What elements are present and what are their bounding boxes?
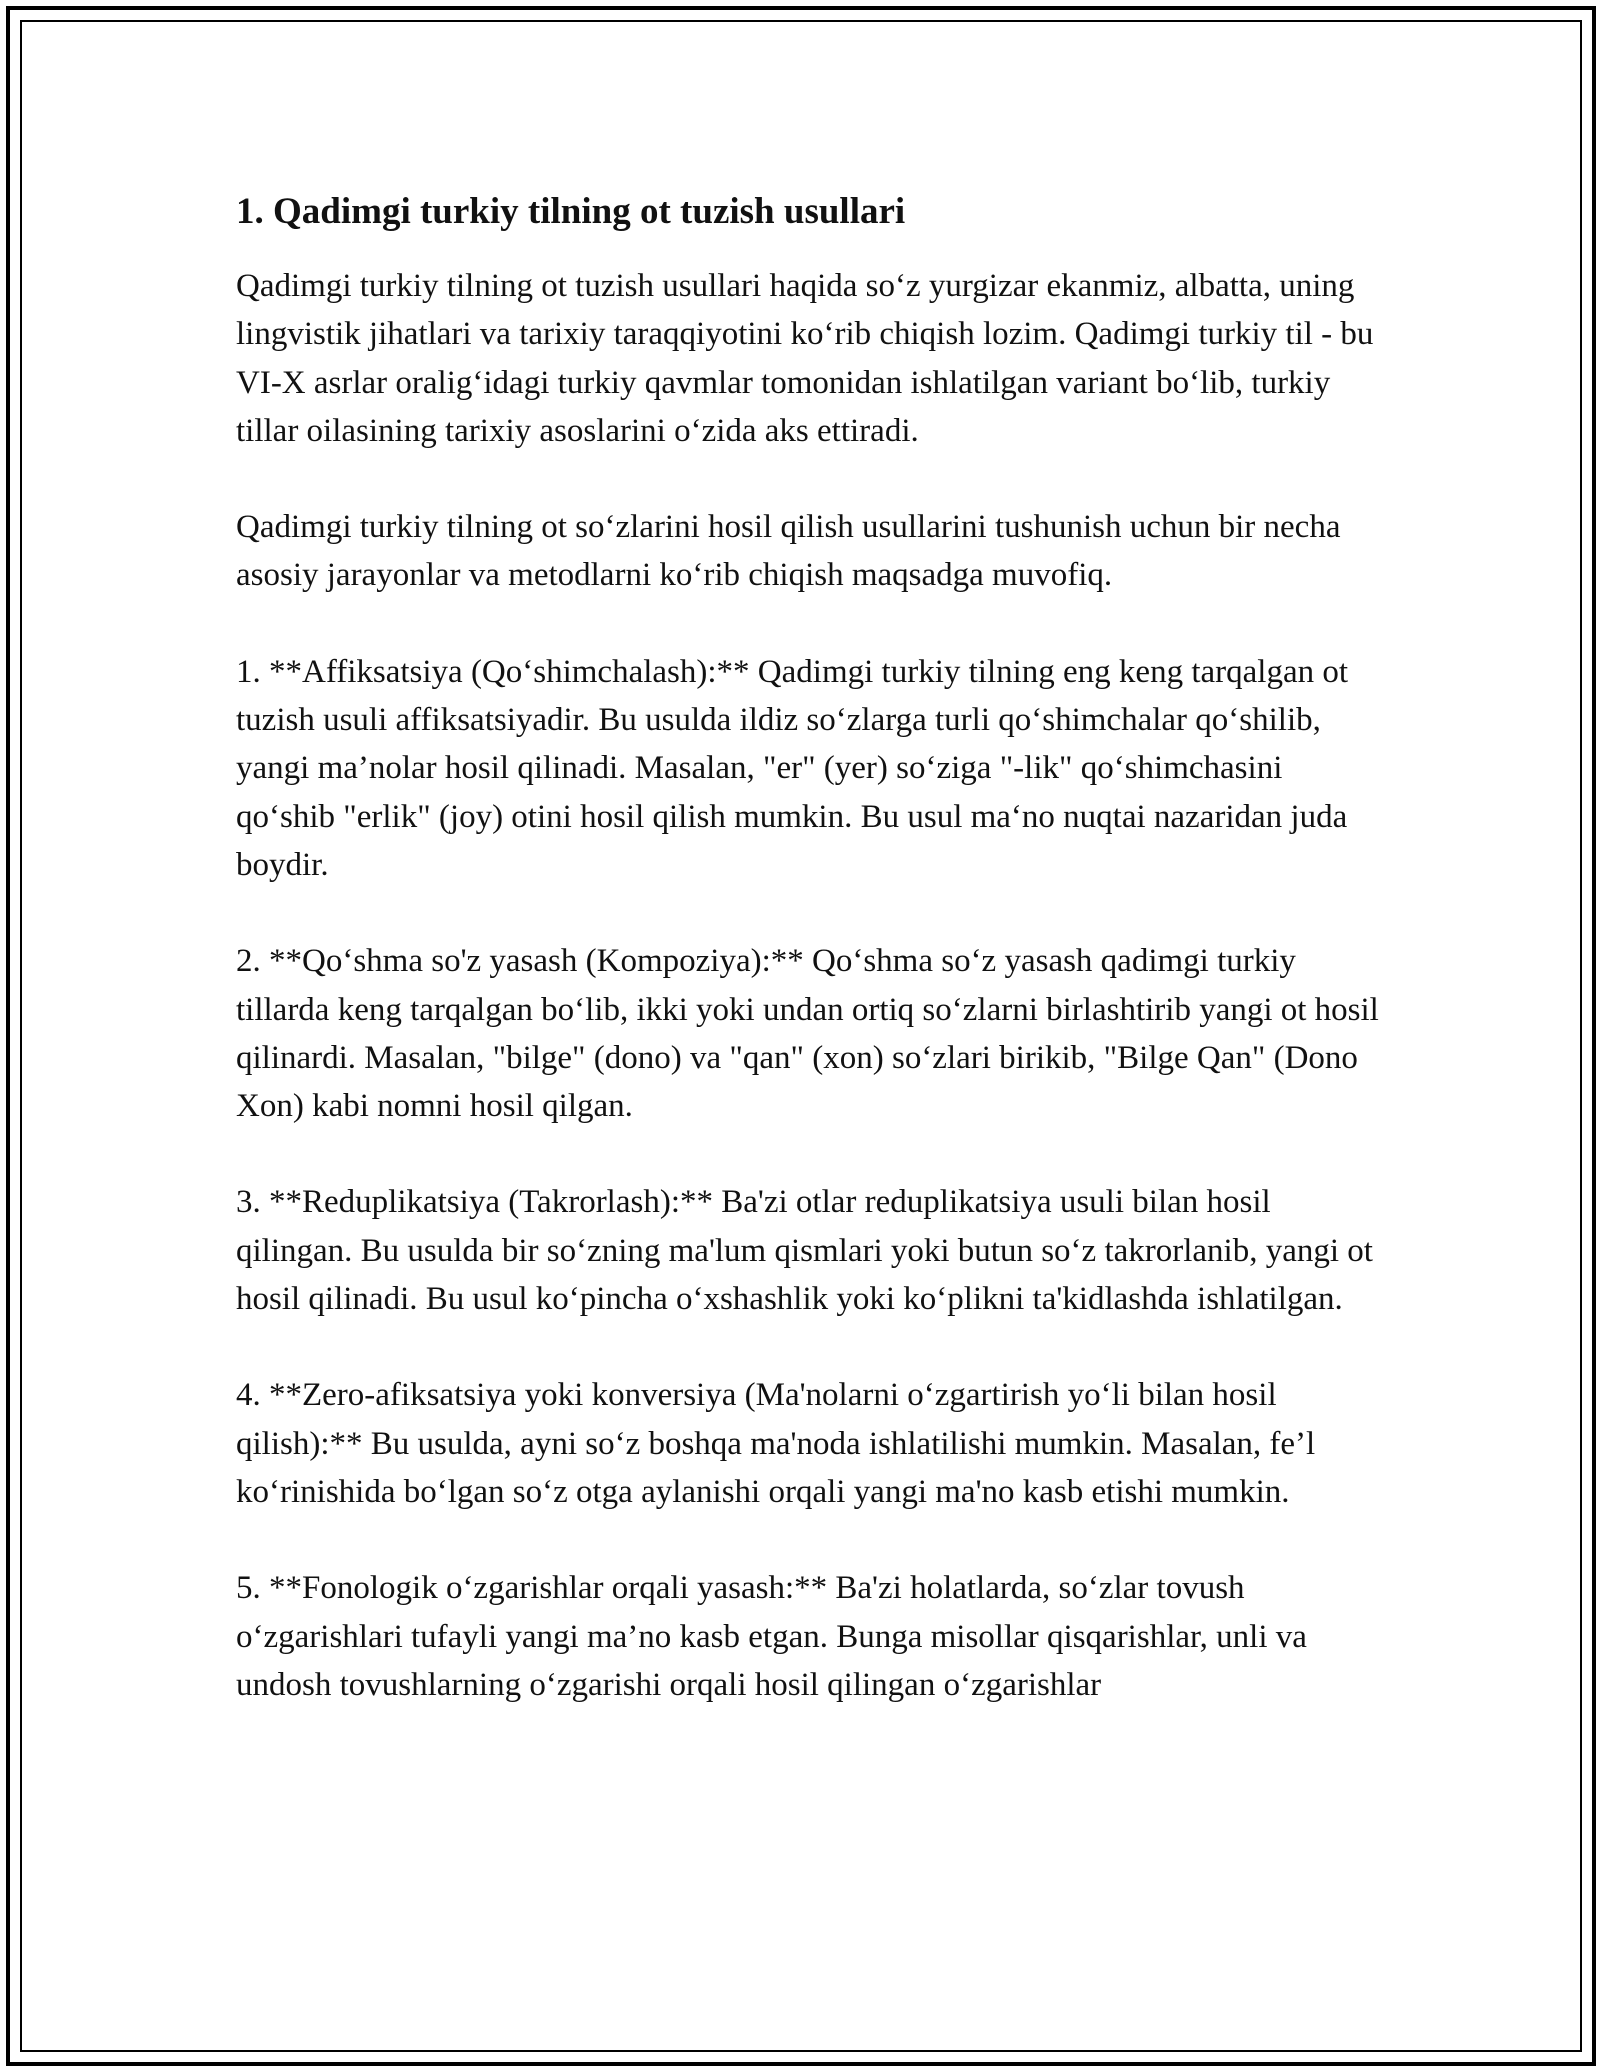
paragraph-affixation: 1. **Affiksatsiya (Qo‘shimchalash):** Qadimgi turkiy tilning eng keng tarqalgan ot tuzish usuli affiksatsiyadir. Bu usulda ildiz so‘zlarga turli qo‘shimchalar qo‘shilib, yangi ma’nolar hosil qilinadi. Masalan, "er" (yer) so‘ziga "-lik" qo‘shimchasini qo‘shib "erlik" (joy) otini hosil qilish mumkin. Bu usul ma‘no nuqtai nazaridan juda boydir. — [236, 653, 1349, 883]
paragraph-overview: Qadimgi turkiy tilning ot so‘zlarini hosil qilish usullarini tushunish uchun bir necha asosiy jarayonlar va metodlarni ko‘rib chiqish maqsadga muvofiq. — [236, 509, 1341, 594]
paragraph-phonological: 5. **Fonologik o‘zgarishlar orqali yasash:** Ba'zi holatlarda, so‘zlar tovush o‘zgarishlari tufayli yangi ma’no kasb etgan. Bunga misollar qisqarishlar, unli va undosh tovushlarning o‘zgarishi orqali hosil qilingan o‘zgarishlar — [236, 1570, 1307, 1703]
paragraph-conversion: 4. **Zero-afiksatsiya yoki konversiya (Ma'nolarni o‘zgartirish yo‘li bilan hosil qilish):** Bu usulda, ayni so‘z boshqa ma'noda ishlatilishi mumkin. Masalan, fe’l ko‘rinishida bo‘lgan so‘z otga aylanishi orqali yangi ma'no kasb etishi mumkin. — [236, 1377, 1316, 1510]
paragraph-intro: Qadimgi turkiy tilning ot tuzish usullari haqida so‘z yurgizar ekanmiz, albatta, uning lingvistik jihatlari va tarixiy taraqqiyotini ko‘rib chiqish lozim. Qadimgi turkiy til - bu VI-X asrlar oralig‘idagi turkiy qavmlar tomonidan ishlatilgan variant bo‘lib, turkiy tillar oilasining tarixiy asoslarini o‘zida aks ettiradi. — [236, 268, 1374, 449]
document-body — [236, 186, 1386, 1757]
paragraph-reduplication: 3. **Reduplikatsiya (Takrorlash):** Ba'zi otlar reduplikatsiya usuli bilan hosil qilingan. Bu usulda bir so‘zning ma'lum qismlari yoki butun so‘z takrorlanib, yangi ot hosil qilinadi. Bu usul ko‘pincha o‘xshashlik yoki ko‘plikni ta'kidlashda ishlatilgan. — [236, 1184, 1373, 1318]
paragraph-composition: 2. **Qo‘shma so'z yasash (Kompoziya):** Qo‘shma so‘z yasash qadimgi turkiy tillarda keng tarqalgan bo‘lib, ikki yoki undan ortiq so‘zlarni birlashtirib yangi ot hosil qilinardi. Masalan, "bilge" (dono) va "qan" (xon) so‘zlari birikib, "Bilge Qan" (Dono Xon) kabi nomni hosil qilgan. — [236, 943, 1379, 1125]
section-heading: 1. Qadimgi turkiy tilning ot tuzish usullari — [236, 191, 906, 232]
